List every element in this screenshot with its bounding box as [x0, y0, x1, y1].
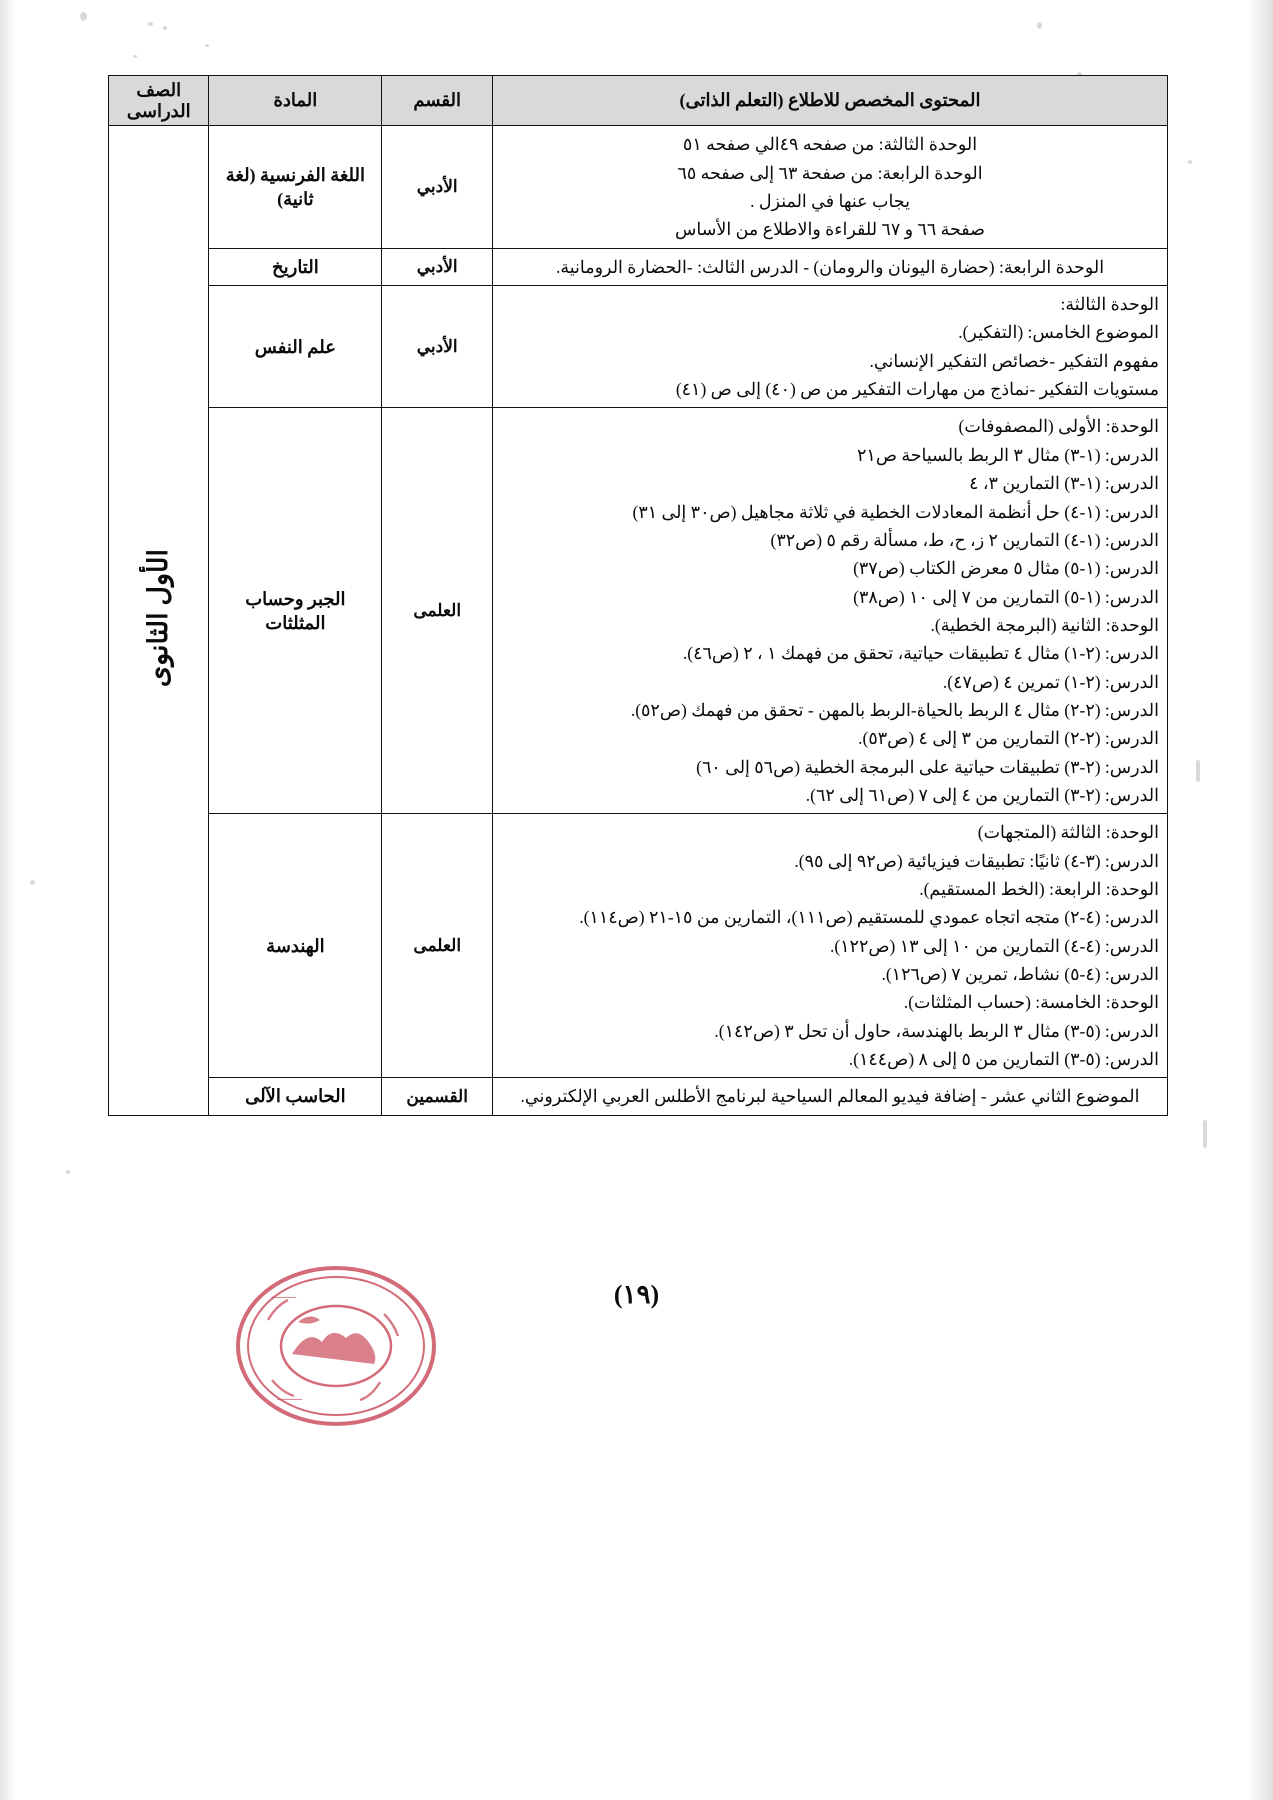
table-row: [109, 814, 1168, 1078]
content-line: صفحة ٦٦ و ٦٧ للقراءة والاطلاع من الأساس: [675, 219, 986, 240]
content-line: الدرس: (٢-١) تمرين ٤ (ص٤٧).: [942, 671, 1159, 692]
cell-content: [493, 286, 1168, 408]
page-number: (١٩): [613, 1280, 660, 1309]
content-line: الوحدة الثالثة:: [1060, 294, 1159, 315]
table-row: [109, 286, 1168, 408]
content-line: الدرس: (٢-٢) مثال ٤ الربط بالحياة-الربط بالمهن - تحقق من فهمك (ص٥٢).: [630, 699, 1159, 720]
content-line: الوحدة الثالثة: من صفحه ٤٩الي صفحه ٥١: [682, 134, 978, 155]
content-line: الدرس: (١-٥) مثال ٥ معرض الكتاب (ص٣٧): [853, 558, 1159, 579]
page-edge-shadow-left: [0, 0, 16, 1800]
cell-subject: الجبر وحساب المثلثات: [209, 408, 382, 814]
content-line: الدرس: (١-٣) التمارين ٣، ٤: [969, 473, 1159, 494]
content-line: الدرس: (١-٤) التمارين ٢ ز، ح، ط، مسألة رقم ٥ (ص٣٢): [770, 529, 1159, 550]
grade-label: الأول الثانوى: [143, 549, 174, 688]
content-line: الدرس: (٥-٣) التمارين من ٥ إلى ٨ (ص١٤٤).: [848, 1049, 1159, 1070]
content-line: الدرس: (٢-١) مثال ٤ تطبيقات حياتية، تحقق من فهمك ١ ، ٢ (ص٤٦).: [682, 643, 1159, 664]
content-line: الوحدة الرابعة: من صفحة ٦٣ إلى صفحه ٦٥: [677, 162, 983, 183]
cell-content: [493, 1078, 1168, 1115]
cell-content: [493, 408, 1168, 814]
column-header-section: القسم: [382, 76, 493, 126]
svg-text:ـــــــ: ـــــــ: [277, 1389, 302, 1403]
content-line: الدرس: (٢-٢) التمارين من ٣ إلى ٤ (ص٥٣).: [858, 728, 1159, 749]
syllabus-table: [108, 75, 1168, 1116]
content-line: الوحدة: الثانية (البرمجة الخطية).: [930, 614, 1159, 635]
content-line: الموضوع الخامس: (التفكير).: [958, 322, 1159, 343]
content-line: الدرس: (١-٤) حل أنظمة المعادلات الخطية في ثلاثة مجاهيل (ص٣٠ إلى ٣١): [632, 501, 1159, 522]
cell-section: القسمين: [382, 1078, 493, 1115]
content-line: الدرس: (١-٥) التمارين من ٧ إلى ١٠ (ص٣٨): [853, 586, 1159, 607]
page-edge-shadow-right: [1247, 0, 1273, 1800]
cell-section: الأدبي: [382, 248, 493, 285]
content-line: مفهوم التفكير -خصائص التفكير الإنساني.: [869, 350, 1159, 371]
cell-subject: الهندسة: [209, 814, 382, 1078]
cell-section: العلمى: [382, 408, 493, 814]
content-line: الدرس: (٢-٣) التمارين من ٤ إلى ٧ (ص٦١ إلى ٦٢).: [805, 784, 1159, 805]
content-line: يجاب عنها في المنزل .: [750, 191, 910, 212]
content-line: الموضوع الثاني عشر - إضافة فيديو المعالم السياحية لبرنامج الأطلس العربي الإلكتروني.: [520, 1086, 1140, 1107]
content-line: الوحدة: الخامسة: (حساب المثلثات).: [903, 992, 1159, 1013]
scan-speck: [1203, 1120, 1207, 1148]
scan-speck: [30, 880, 35, 885]
content-line: الدرس: (١-٣) مثال ٣ الربط بالسياحة ص٢١: [857, 444, 1159, 465]
content-line: الدرس: (٤-٥) نشاط، تمرين ٧ (ص١٢٦).: [881, 964, 1159, 984]
table-body: [109, 126, 1168, 1115]
column-header-content: المحتوى المخصص للاطلاع (التعلم الذاتى): [493, 76, 1168, 126]
table-header-row: [109, 76, 1168, 126]
column-header-subject: المادة: [209, 76, 382, 126]
content-line: الوحدة: الرابعة: (الخط المستقيم).: [919, 878, 1159, 899]
scan-speck: [80, 12, 87, 21]
scan-speck: [1037, 22, 1042, 29]
cell-subject: علم النفس: [209, 286, 382, 408]
content-line: الوحدة الرابعة: (حضارة اليونان والرومان) - الدرس الثالث: -الحضارة الرومانية.: [555, 256, 1105, 277]
scan-speck: [205, 44, 209, 47]
scan-speck: [66, 1170, 70, 1174]
table-row: [109, 248, 1168, 285]
scan-speck: [133, 55, 137, 58]
content-line: مستويات التفكير -نماذج من مهارات التفكير من ص (٤٠) إلى ص (٤١): [675, 379, 1159, 400]
scan-speck: [148, 22, 153, 26]
cell-section: الأدبي: [382, 286, 493, 408]
cell-content: [493, 814, 1168, 1078]
cell-content: [493, 126, 1168, 248]
table-row: [109, 126, 1168, 248]
cell-grade: [109, 126, 209, 1115]
cell-subject: التاريخ: [209, 248, 382, 285]
content-line: الدرس: (٥-٣) مثال ٣ الربط بالهندسة، حاول أن تحل ٣ (ص١٤٢).: [714, 1020, 1159, 1041]
cell-section: العلمى: [382, 814, 493, 1078]
scan-speck: [163, 26, 167, 30]
table-header: [109, 76, 1168, 126]
column-header-grade: الصف الدراسى: [109, 76, 209, 126]
content-line: الدرس: (٤-٤) التمارين من ١٠ إلى ١٣ (ص١٢٢).: [829, 935, 1159, 956]
syllabus-table-container: [108, 75, 1168, 1116]
cell-subject: الحاسب الآلى: [209, 1078, 382, 1115]
content-line: الدرس: (٢-٣) تطبيقات حياتية على البرمجة الخطية (ص٥٦ إلى ٦٠): [696, 756, 1159, 777]
content-line: الدرس: (٣-٤) ثانيًا: تطبيقات فيزيائية (ص٩٢ إلى ٩٥).: [794, 850, 1159, 871]
table-row: [109, 408, 1168, 814]
content-line: الوحدة: الثالثة (المتجهات): [977, 822, 1159, 843]
table-row: [109, 1078, 1168, 1115]
cell-section: الأدبي: [382, 126, 493, 248]
cell-content: [493, 248, 1168, 285]
scan-speck: [1196, 760, 1200, 782]
scan-speck: [1188, 160, 1192, 164]
svg-text:ـــــــ: ـــــــ: [271, 1287, 296, 1301]
content-line: الوحدة: الأولى (المصفوفات): [958, 416, 1159, 437]
cell-subject: اللغة الفرنسية (لغة ثانية): [209, 126, 382, 248]
content-line: الدرس: (٤-٢) متجه اتجاه عمودي للمستقيم (ص١١١)، التمارين من ١٥-٢١ (ص١١٤).: [579, 907, 1159, 928]
